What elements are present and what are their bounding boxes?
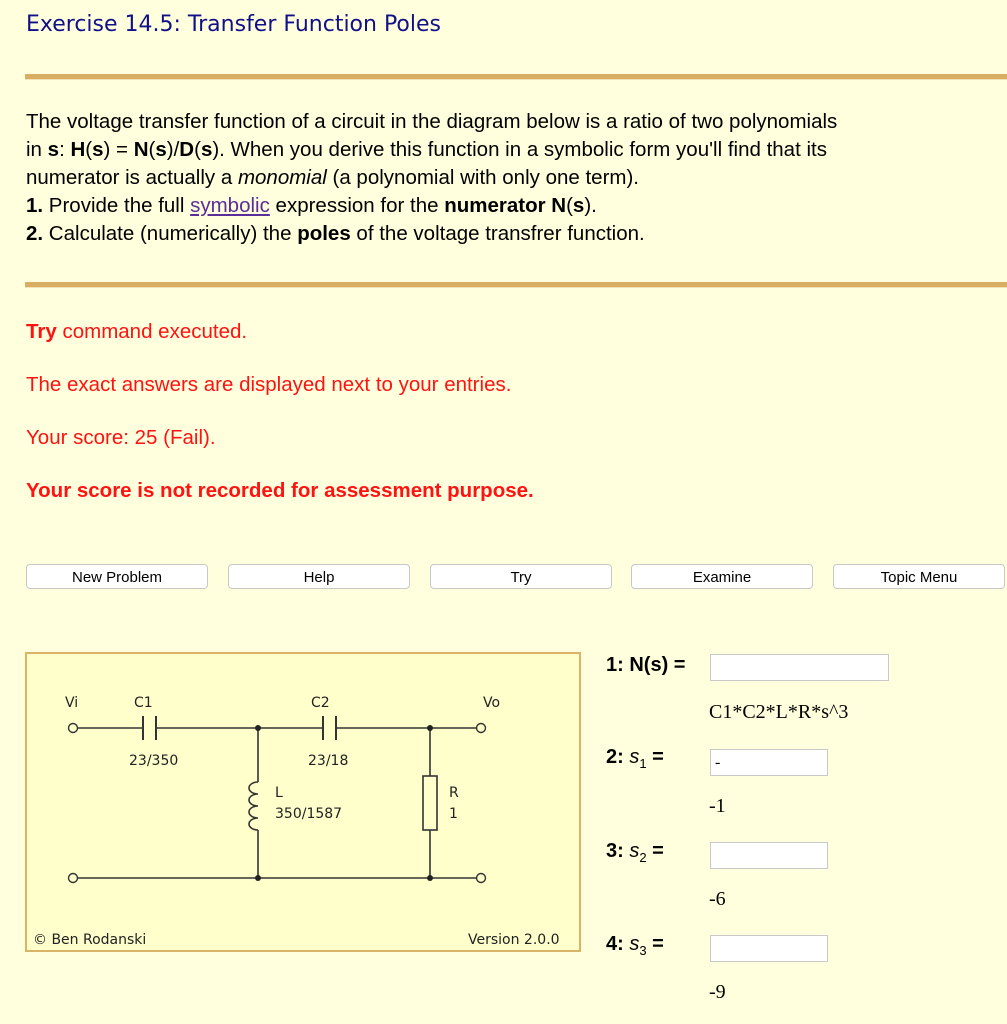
r-value: 1: [449, 806, 458, 822]
problem-statement: [26, 108, 1006, 248]
l-label: L: [275, 785, 283, 801]
intro-line-1: The voltage transfer function of a circuit in the diagram below is a ratio of two polynomials: [26, 110, 838, 133]
help-button[interactable]: Help: [228, 564, 410, 589]
vi-label: Vi: [65, 695, 79, 711]
intro-line-2: in s: H(s) = N(s)/D(s). When you derive this function in a symbolic form you'll find that its: [26, 138, 827, 161]
question-4-label: 4: $s_3$ =: [606, 933, 664, 958]
topic-menu-button[interactable]: Topic Menu: [833, 564, 1005, 589]
pole-s3-input[interactable]: [710, 935, 828, 962]
numerator-exact-answer: C1*C2*L*R*s^3: [709, 701, 849, 723]
c2-value: 23/18: [308, 753, 349, 769]
symbolic-link[interactable]: symbolic: [190, 194, 270, 217]
try-executed-message: Try command executed.: [26, 320, 248, 343]
pole-s1-exact-answer: -1: [709, 795, 726, 817]
c2-label: C2: [311, 695, 330, 711]
vo-label: Vo: [483, 695, 501, 711]
not-recorded-message: Your score is not recorded for assessment purpose.: [26, 479, 534, 502]
copyright-text: © Ben Rodanski: [33, 932, 147, 948]
pole-s2-exact-answer: -6: [709, 888, 726, 910]
question-2-label: 2: $s_1$ =: [606, 746, 664, 771]
new-problem-button[interactable]: New Problem: [26, 564, 208, 589]
pole-s3-exact-answer: -9: [709, 981, 726, 1003]
intro-line-5: 2. Calculate (numerically) the poles of the voltage transfrer function.: [26, 222, 645, 245]
numerator-input[interactable]: [710, 654, 889, 681]
question-3-label: 3: $s_2$ =: [606, 840, 664, 865]
resistor-symbol: [423, 776, 437, 830]
c1-value: 23/350: [129, 753, 179, 769]
divider: [25, 282, 1007, 288]
l-value: 350/1587: [275, 806, 343, 822]
intro-line-3: numerator is actually a monomial (a polynomial with only one term).: [26, 166, 639, 189]
page-title: Exercise 14.5: Transfer Function Poles: [26, 12, 442, 37]
c1-label: C1: [134, 695, 153, 711]
exact-answers-message: The exact answers are displayed next to your entries.: [26, 373, 512, 396]
try-button[interactable]: Try: [430, 564, 612, 589]
divider: [25, 74, 1007, 80]
score-message: Your score: 25 (Fail).: [26, 426, 216, 449]
version-text: Version 2.0.0: [468, 932, 560, 948]
question-1-label: 1: N(s) =: [606, 654, 686, 676]
intro-line-4: 1. Provide the full symbolic expression for the numerator N(s).: [26, 194, 597, 217]
pole-s1-input[interactable]: [710, 749, 828, 776]
examine-button[interactable]: Examine: [631, 564, 813, 589]
pole-s2-input[interactable]: [710, 842, 828, 869]
circuit-diagram: [25, 652, 581, 952]
r-label: R: [449, 785, 459, 801]
